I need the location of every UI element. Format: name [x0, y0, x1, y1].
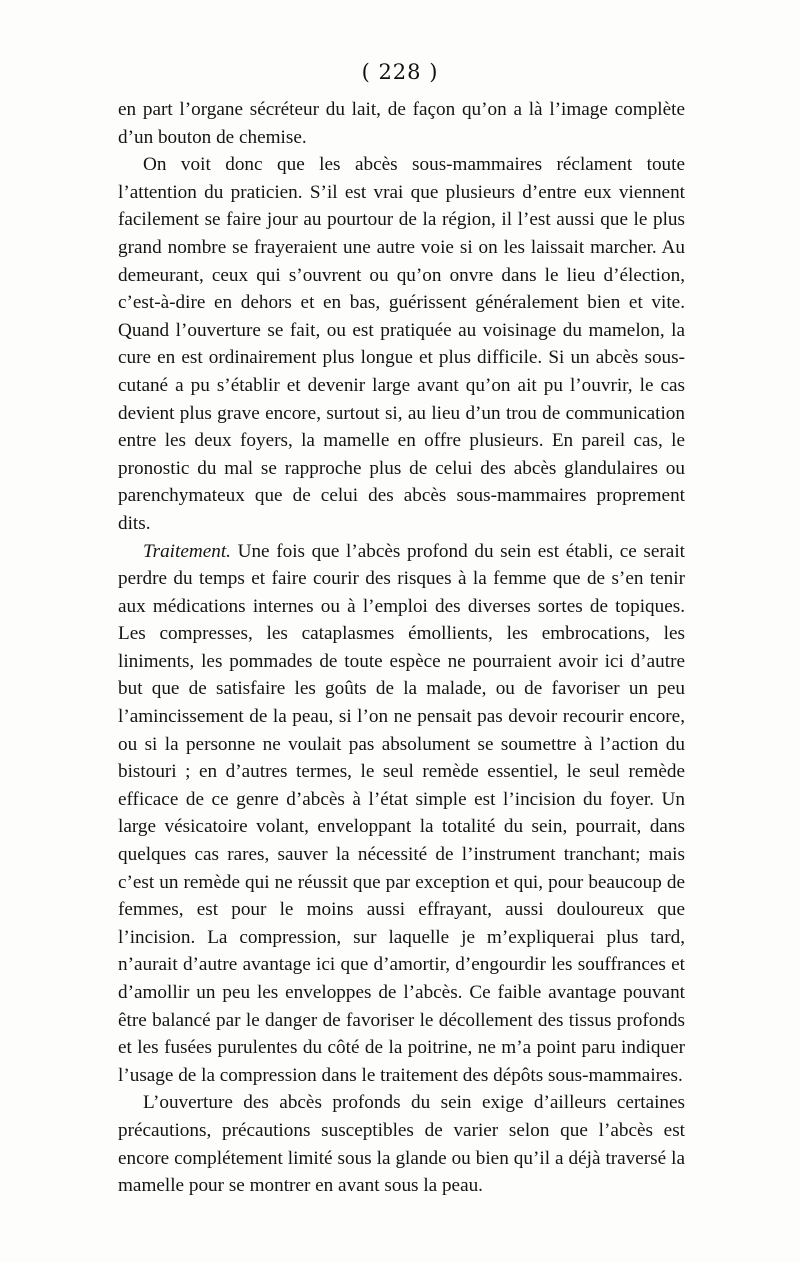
paragraph-traitement-body: Une fois que l’abcès profond du sein est établi, ce serait perdre du temps et faire courir des risques à la femme que de s’en tenir aux médications internes ou à l’emploi des diverses sortes de topiques. Les compresses, les cataplasmes émollients, les embrocations, les liniments, les pommades de toute espèce ne pourraient avoir ici d’autre but que de satisfaire les goûts de la malade, ou de favoriser un peu l’amincissement de la peau, si l’on ne pensait pas devoir recourir encore, ou si la personne ne voulait pas absolument se soumettre à l’action du bistouri ; en d’autres termes, le seul remède essentiel, le seul remède efficace de ce genre d’abcès à l’état simple est l’incision du foyer. Un large vésicatoire volant, enveloppant la totalité du sein, pourrait, dans quelques cas rares, sauver la nécessité de l’instrument tranchant; mais c’est un remède qui ne réussit que par exception et qui, pour beaucoup de femmes, est pour le moins aussi effrayant, aussi douloureux que l’incision. La compression, sur laquelle je m’expliquerai plus tard, n’aurait d’autre avantage ici que d’amortir, d’engourdir les souffrances et d’amollir un peu les enveloppes de l’abcès. Ce faible avantage pouvant être balancé par le danger de favoriser le décollement des tissus profonds et les fusées purulentes du côté de la poitrine, ne m’a point paru indiquer l’usage de la compression dans le traitement des dépôts sous-mammaires.	[118, 540, 685, 1086]
page-number: ( 228 )	[361, 60, 439, 84]
paragraph-continuation: en part l’organe sécréteur du lait, de façon qu’on a là l’image complète d’un bouton de chemise.	[118, 99, 685, 148]
paragraph-traitement	[118, 538, 685, 1090]
body-text	[118, 96, 685, 1200]
paragraph-ouverture: L’ouverture des abcès profonds du sein exige d’ailleurs certaines précautions, précautions susceptibles de varier selon que l’abcès est encore complétement limité sous la glande ou bien qu’il a déjà traversé la mamelle pour se montrer en avant sous la peau.	[118, 1092, 685, 1197]
section-lead-term: Traitement.	[143, 540, 231, 562]
paragraph-abces-sous-mammaires: On voit donc que les abcès sous-mammaires réclament toute l’attention du praticien. S’il est vrai que plusieurs d’entre eux viennent facilement se faire jour au pourtour de la région, il l’est aussi que le plus grand nombre se frayeraient une autre voie si on les laissait marcher. Au demeurant, ceux qui s’ouvrent ou qu’on onvre dans le lieu d’élection, c’est-à-dire en dehors et en bas, guérissent généralement bien et vite. Quand l’ouverture se fait, ou est pratiquée au voisinage du mamelon, la cure en est ordinairement plus longue et plus difficile. Si un abcès sous-cutané a pu s’établir et devenir large avant qu’on ait pu l’ouvrir, le cas devient plus grave encore, surtout si, au lieu d’un trou de communication entre les deux foyers, la mamelle en offre plusieurs. En pareil cas, le pronostic du mal se rapproche plus de celui des abcès glandulaires ou parenchymateux que de celui des abcès sous-mammaires proprement dits.	[118, 154, 685, 534]
